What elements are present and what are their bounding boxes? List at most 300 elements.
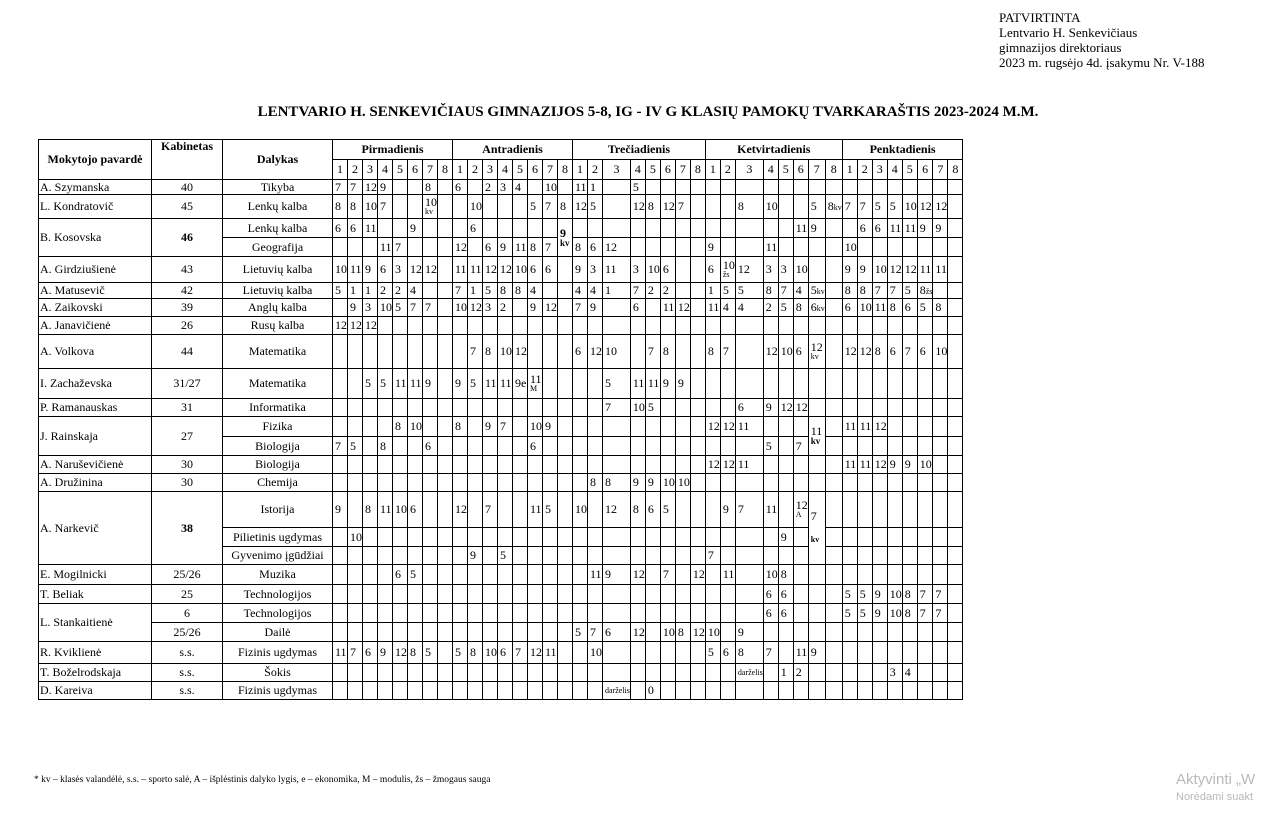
lesson-cell: 10 [763,565,778,585]
lesson-cell [393,437,408,456]
lesson-cell [423,399,438,417]
lesson-cell [793,474,808,492]
lesson-cell: 11 [588,565,603,585]
lesson-cell [887,399,902,417]
lesson-cell: 10 [675,474,690,492]
lesson-cell [793,623,808,642]
lesson-cell: 11 [917,257,933,283]
lesson-cell [857,492,872,528]
lesson-cell: 5 [498,547,513,565]
lesson-cell [933,369,948,399]
lesson-cell: 10 [333,257,348,283]
lesson-cell [483,585,498,604]
lesson-cell [705,474,720,492]
lesson-note: kv [425,206,433,216]
lesson-cell [778,369,793,399]
lesson-cell [603,604,631,623]
lesson-cell: 5 [808,195,825,219]
period-number: 1 [842,160,857,180]
lesson-cell: 5 [857,604,872,623]
lesson-cell [348,238,363,257]
lesson-cell [902,528,917,547]
lesson-cell [808,417,825,456]
lesson-cell [453,585,468,604]
lesson-cell [675,528,690,547]
lesson-cell [498,399,513,417]
approval-block [999,10,1204,70]
lesson-cell: 10 [573,492,588,528]
lesson-cell [675,604,690,623]
lesson-cell [588,317,603,335]
lesson-note: žs [722,269,730,279]
lesson-cell [378,474,393,492]
lesson-cell: 5 [902,283,917,299]
lesson-cell [453,335,468,369]
lesson-cell [793,195,808,219]
lesson-cell [793,682,808,700]
lesson-cell [333,238,348,257]
lesson-cell [483,317,498,335]
lesson-cell [483,195,498,219]
lesson-cell [645,565,660,585]
subject-name: Lietuvių kalba [223,283,333,299]
lesson-cell: 7 [917,604,933,623]
lesson-cell: 9 [528,299,543,317]
lesson-cell: 10 [363,195,378,219]
lesson-cell [660,642,675,664]
teacher-name: T. Boželrodskaja [39,664,152,682]
lesson-cell [558,283,573,299]
lesson-cell: 10 [887,604,902,623]
lesson-cell [778,492,793,528]
lesson-cell [705,219,720,238]
lesson-cell [645,585,660,604]
lesson-cell [778,180,793,195]
lesson-cell [543,528,558,547]
lesson-cell [498,195,513,219]
lesson-cell: 12 [453,492,468,528]
lesson-cell: 3 [363,299,378,317]
lesson-cell: 9 [808,219,825,238]
lesson-cell: 10 [842,238,857,257]
lesson-cell: 7 [573,299,588,317]
lesson-cell [857,238,872,257]
lesson-cell [763,317,778,335]
lesson-cell: 8 [705,335,720,369]
lesson-cell [528,219,543,238]
lesson-cell: 8 [393,417,408,437]
lesson-cell [720,369,735,399]
lesson-cell: 4 [902,664,917,682]
lesson-cell: 11 [378,492,393,528]
timetable-row [39,369,963,399]
lesson-cell [603,195,631,219]
lesson-cell [675,547,690,565]
lesson-cell [630,317,645,335]
lesson-cell: 8 [468,642,483,664]
lesson-cell [453,399,468,417]
lesson-cell [573,547,588,565]
lesson-cell: 8 [763,283,778,299]
lesson-cell: 7 [498,417,513,437]
lesson-cell [645,180,660,195]
lesson-cell [872,682,887,700]
lesson-cell: 9 [483,417,498,437]
lesson-cell: 7 [483,492,498,528]
period-number: 1 [705,160,720,180]
period-number: 7 [808,160,825,180]
lesson-cell [630,238,645,257]
lesson-cell [630,417,645,437]
lesson-cell [690,369,705,399]
lesson-cell: 9 [887,456,902,474]
lesson-cell [468,664,483,682]
room-number: 46 [152,219,223,257]
lesson-cell [378,547,393,565]
lesson-cell [468,682,483,700]
lesson-cell [558,257,573,283]
lesson-cell [378,682,393,700]
period-number: 3 [603,160,631,180]
lesson-cell [735,604,763,623]
lesson-cell: 9 [423,369,438,399]
lesson-cell [558,474,573,492]
lesson-cell [887,642,902,664]
lesson-cell [720,195,735,219]
lesson-cell [573,604,588,623]
lesson-cell: 5 [735,283,763,299]
lesson-cell [378,456,393,474]
lesson-cell: 9 [872,585,887,604]
lesson-cell [513,604,528,623]
lesson-cell [333,299,348,317]
lesson-cell: 6 [763,604,778,623]
lesson-cell: 12 [588,335,603,369]
teacher-name: R. Kviklienė [39,642,152,664]
lesson-cell: 9 [735,623,763,642]
lesson-cell [948,317,963,335]
lesson-cell: 1 [778,664,793,682]
subject-name: Informatika [223,399,333,417]
lesson-cell [438,682,453,700]
lesson-cell [872,180,887,195]
lesson-cell [933,399,948,417]
lesson-cell [763,456,778,474]
lesson-cell [720,623,735,642]
lesson-cell [690,180,705,195]
lesson-cell [917,369,933,399]
lesson-cell [438,565,453,585]
lesson-cell [348,547,363,565]
lesson-cell: 12 [453,238,468,257]
lesson-cell: 12 [690,565,705,585]
lesson-cell: 8 [483,335,498,369]
lesson-cell [705,399,720,417]
lesson-cell [603,299,631,317]
lesson-cell [917,417,933,437]
lesson-cell [603,437,631,456]
room-number: 30 [152,456,223,474]
period-number: 4 [763,160,778,180]
lesson-cell [793,238,808,257]
lesson-cell: 2 [645,283,660,299]
timetable-row [39,299,963,317]
lesson-cell [857,317,872,335]
lesson-cell [793,369,808,399]
lesson-cell [842,492,857,528]
room-number: 45 [152,195,223,219]
lesson-cell [690,238,705,257]
lesson-cell [872,474,887,492]
lesson-cell [690,317,705,335]
lesson-cell [498,317,513,335]
period-number: 6 [660,160,675,180]
lesson-cell [735,585,763,604]
lesson-cell: 12 [793,399,808,417]
lesson-cell: 4 [513,180,528,195]
lesson-cell [438,283,453,299]
lesson-cell [573,528,588,547]
lesson-cell [630,528,645,547]
lesson-cell: 7 [857,195,872,219]
lesson-cell [468,456,483,474]
lesson-cell [857,664,872,682]
lesson-cell [917,528,933,547]
room-number: 39 [152,299,223,317]
lesson-cell [825,335,842,369]
lesson-cell [483,664,498,682]
lesson-cell: 6 [778,585,793,604]
lesson-cell [468,604,483,623]
lesson-cell [948,642,963,664]
lesson-cell: 7 [675,195,690,219]
lesson-cell [645,623,660,642]
lesson-cell [690,335,705,369]
lesson-cell [438,437,453,456]
lesson-cell [948,547,963,565]
lesson-cell: 9 [378,180,393,195]
lesson-cell: 4 [573,283,588,299]
lesson-cell: 8 [933,299,948,317]
subject-name: Muzika [223,565,333,585]
lesson-cell [842,664,857,682]
lesson-cell [825,180,842,195]
timetable-row [39,195,963,219]
lesson-cell: 6 [363,642,378,664]
lesson-cell: 6 [763,585,778,604]
lesson-cell [825,565,842,585]
lesson-cell [573,664,588,682]
lesson-cell [558,399,573,417]
lesson-cell [660,399,675,417]
lesson-cell: 1 [468,283,483,299]
lesson-cell [660,180,675,195]
teacher-name: A. Volkova [39,335,152,369]
lesson-cell [763,682,778,700]
room-number: 30 [152,474,223,492]
lesson-cell [453,528,468,547]
lesson-cell [438,585,453,604]
lesson-cell [872,437,887,456]
lesson-cell [588,682,603,700]
period-number: 3 [735,160,763,180]
lesson-cell: 12 [842,335,857,369]
lesson-cell [543,585,558,604]
lesson-cell: 9 [573,257,588,283]
lesson-cell [573,417,588,437]
period-number: 8 [558,160,573,180]
lesson-cell [917,492,933,528]
lesson-cell [573,219,588,238]
lesson-cell [660,317,675,335]
lesson-cell [887,317,902,335]
lesson-cell [363,528,378,547]
lesson-cell [528,528,543,547]
lesson-cell [348,417,363,437]
lesson-cell [468,180,483,195]
lesson-cell: 8 [735,642,763,664]
lesson-cell [690,547,705,565]
lesson-cell: 9 [645,474,660,492]
lesson-cell [423,547,438,565]
timetable-row [39,642,963,664]
lesson-cell [630,642,645,664]
lesson-cell [933,474,948,492]
lesson-cell [690,492,705,528]
lesson-cell: 9 [933,219,948,238]
lesson-cell [468,399,483,417]
lesson-cell: 12 [603,492,631,528]
lesson-cell [438,335,453,369]
lesson-cell: 6 [887,335,902,369]
lesson-cell [660,219,675,238]
lesson-cell [453,547,468,565]
lesson-cell: 10 [902,195,917,219]
lesson-cell [603,547,631,565]
lesson-cell: 9 [333,492,348,528]
lesson-cell [630,219,645,238]
lesson-cell [348,623,363,642]
lesson-class: 12 [795,497,808,512]
lesson-cell: 5 [857,585,872,604]
lesson-cell [588,604,603,623]
lesson-cell [690,399,705,417]
timetable-row [39,219,963,238]
lesson-cell [543,547,558,565]
lesson-cell [872,399,887,417]
lesson-cell: 7 [543,195,558,219]
lesson-cell [793,417,808,437]
lesson-cell: 9 [543,417,558,437]
lesson-cell [917,317,933,335]
period-number: 6 [917,160,933,180]
subject-name: Istorija [223,492,333,528]
lesson-cell [948,664,963,682]
lesson-cell [423,283,438,299]
lesson-cell: 7 [735,492,763,528]
lesson-cell: 12 [513,335,528,369]
lesson-cell [825,528,842,547]
lesson-cell [453,219,468,238]
lesson-cell [558,317,573,335]
lesson-cell [933,437,948,456]
lesson-cell [348,565,363,585]
lesson-cell: 9 [705,238,720,257]
lesson-cell [423,474,438,492]
lesson-cell [948,682,963,700]
lesson-cell: 6 [778,604,793,623]
lesson-cell [468,437,483,456]
lesson-cell: 8 [857,283,872,299]
lesson-cell [933,565,948,585]
lesson-cell: 2 [793,664,808,682]
lesson-cell [423,195,438,219]
lesson-cell [393,335,408,369]
lesson-cell: 7 [468,335,483,369]
lesson-cell: 12 [675,299,690,317]
lesson-cell [705,528,720,547]
lesson-cell [917,474,933,492]
lesson-cell [705,585,720,604]
lesson-cell: 0 [645,682,660,700]
lesson-cell [778,317,793,335]
lesson-cell [573,682,588,700]
lesson-cell: 6 [423,437,438,456]
timetable-row [39,399,963,417]
lesson-cell [675,219,690,238]
period-number: 8 [948,160,963,180]
lesson-cell [468,528,483,547]
lesson-cell [808,257,825,283]
lesson-cell [363,238,378,257]
lesson-cell [872,369,887,399]
subject-name: Matematika [223,335,333,369]
lesson-cell: 10 [917,456,933,474]
lesson-cell [333,474,348,492]
room-number: s.s. [152,664,223,682]
watermark-line: Aktyvinti „W [1176,771,1256,788]
lesson-cell [438,195,453,219]
lesson-cell: 6 [528,257,543,283]
lesson-cell [528,604,543,623]
lesson-cell [887,565,902,585]
lesson-cell [558,642,573,664]
lesson-cell [603,417,631,437]
lesson-cell [872,317,887,335]
lesson-cell [408,335,423,369]
lesson-cell: 8 [453,417,468,437]
lesson-cell [630,437,645,456]
lesson-cell [483,456,498,474]
lesson-cell [498,492,513,528]
lesson-cell [948,299,963,317]
lesson-cell: darželis [603,682,631,700]
lesson-cell: 12 [408,257,423,283]
lesson-class: 11 [530,371,542,386]
lesson-note: kv [810,351,819,361]
lesson-cell: 12 [483,257,498,283]
lesson-cell [887,417,902,437]
lesson-cell [348,604,363,623]
lesson-cell: 8 [630,492,645,528]
room-number: 31/27 [152,369,223,399]
lesson-cell [808,682,825,700]
lesson-cell [887,474,902,492]
lesson-cell [887,547,902,565]
lesson-cell: 5 [872,195,887,219]
subject-name: Technologijos [223,585,333,604]
period-number: 4 [887,160,902,180]
